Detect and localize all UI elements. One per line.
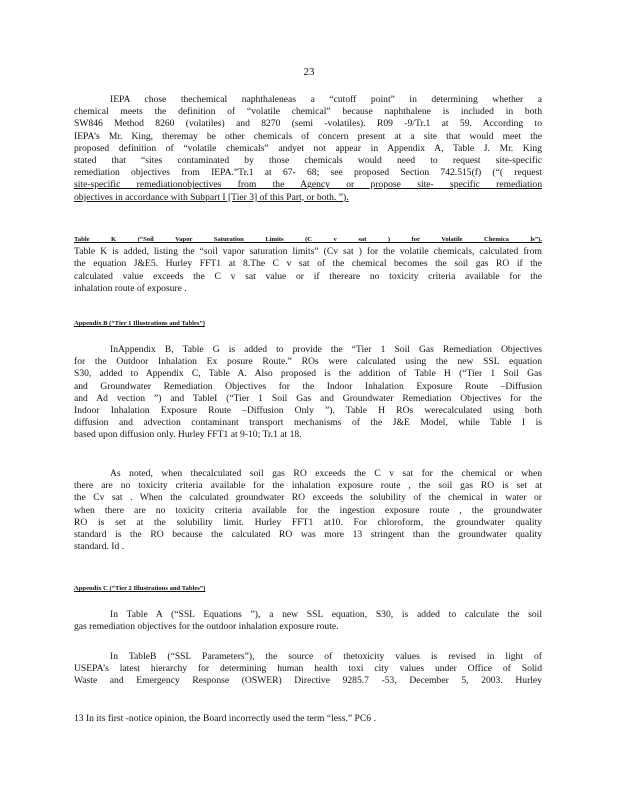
text-line: and Ad vection ”) and TableI (“Tier 1 Soil Gas and Groundwater Remediation Objectives for the: [74, 392, 542, 404]
text-line: calculated value exceeds the C v sat value or if thereare no toxicity criteria available for the: [74, 270, 542, 282]
text-line: for the Outdoor Inhalation Ex posure Route.” ROs were calculated using the new SSL equation: [74, 356, 542, 368]
paragraph-naphthalene: [74, 94, 542, 204]
text-line: Indoor Inhalation Exposure Route –Diffusion Only ”). Table H ROs werecalculated using both: [74, 405, 542, 417]
text-line: In Table A (“SSL Equations ”), a new SSL equation, S30, is added to calculate the soil: [110, 609, 542, 620]
text-line: and Groundwater Remediation Objectives for the Indoor Inhalation Exposure Route –Diffusion: [74, 380, 542, 392]
text-line: the Cv sat . When the calculated groundwater RO exceeds the solubility of the chemical in water or: [74, 492, 542, 504]
text-line: IEPA chose thechemical naphthaleneas a “cutoff point” in determining whether a: [110, 94, 542, 105]
text-line: Waste and Emergency Response (OSWER) Directive 9285.7 -53, December 5, 2003. Hurley: [74, 675, 542, 687]
page-number: 23: [303, 66, 315, 78]
text-line: InAppendix B, Table G is added to provide the “Tier 1 Soil Gas Remediation Objectives: [110, 344, 542, 355]
text-line: In TableB (“SSL Parameters”), the source of thetoxicity values is revised in light of: [110, 651, 542, 662]
text-line: Table K is added, listing the “soil vapor saturation limits” (Cv sat ) for the volatile chemicals, calculated from: [74, 246, 542, 258]
text-line: standard is the RO because the calculated RO was more 13 stringent than the groundwater quality: [74, 529, 542, 541]
paragraph-appendix-b-2: [74, 468, 542, 553]
section-heading-appendix-b: Appendix B (“Tier 1 Illustrations and Tables”): [74, 320, 205, 327]
text-line: objectives in accordance with Subpart I [Tier 3] of this Part, or both. ”).: [74, 191, 349, 203]
section-heading-appendix-c-wrap: [74, 582, 542, 595]
text-line: As noted, when thecalculated soil gas RO exceeds the C v sat for the chemical or when: [110, 468, 542, 479]
text-line: remediation objectives from IEPA.”Tr.1 at 67- 68; see proposed Section 742.515(f) (“( request: [74, 167, 542, 179]
paragraph-appendix-b-1: [74, 344, 542, 442]
footnote-13: 13 In its first -notice opinion, the Board incorrectly used the term “less.” PC6 .: [74, 713, 376, 724]
section-heading-table-k: Table K (“Soil Vapor Saturation Limits (C v sat ) for Volatile Chemica ls”).: [74, 236, 542, 243]
text-line: IEPA’s Mr. King, theremay be other chemicals of concern present at a site that would meet the: [74, 130, 542, 142]
text-line: the equation J&E5. Hurley FFT1 at 8.The C v sat of the chemical becomes the soil gas RO if the: [74, 258, 542, 270]
text-line: RO is set at the solubility limit. Hurley FFT1 at10. For chloroform, the groundwater quality: [74, 516, 542, 528]
text-line: stated that “sites contaminated by those chemicals would need to request site-specific: [74, 155, 542, 167]
text-line: gas remediation objectives for the outdoor inhalation exposure route.: [74, 621, 339, 633]
text-line: proposed definition of “volatile chemicals” andyet not appear in Appendix A, Table J. Mr. King: [74, 142, 542, 154]
text-line: there are no toxicity criteria available for the inhalation exposure route , the soil gas RO is set at: [74, 480, 542, 492]
paragraph-appendix-c-2: [74, 651, 542, 688]
paragraph-table-k: [74, 233, 542, 295]
text-line: based upon diffusion only. Hurley FFT1 at 9-10; Tr.1 at 18.: [74, 429, 302, 441]
paragraph-appendix-c-1: [74, 609, 542, 633]
text-line: chemical meets the definition of “volatile chemical” because naphthalene is included in both: [74, 106, 542, 118]
text-line: standard. Id .: [74, 541, 125, 553]
text-line: diffusion and advection contaminant transport mechanisms of the J&E Model, while Table I is: [74, 417, 542, 429]
text-line: [74, 233, 542, 246]
section-heading-appendix-b-wrap: [74, 317, 542, 330]
text-line: inhalation route of exposure .: [74, 282, 187, 294]
text-line: S30, added to Appendix C, Table A. Also proposed is the addition of Table H (“Tier 1 Soil Gas: [74, 368, 542, 380]
text-line: site-specific remediationobjectives from the Agency or propose site- specific remediation: [74, 179, 542, 191]
text-line: when there are no toxicity criteria available for the ingestion exposure route , the groundwater: [74, 504, 542, 516]
text-line: SW846 Method 8260 (volatiles) and 8270 (semi -volatiles). R09 -9/Tr.1 at 59. According to: [74, 118, 542, 130]
section-heading-appendix-c: Appendix C (“Tier 2 Illustrations and Tables”): [74, 585, 206, 592]
text-line: USEPA’s latest hierarchy for determining human health toxi city values under Office of Solid: [74, 663, 542, 675]
